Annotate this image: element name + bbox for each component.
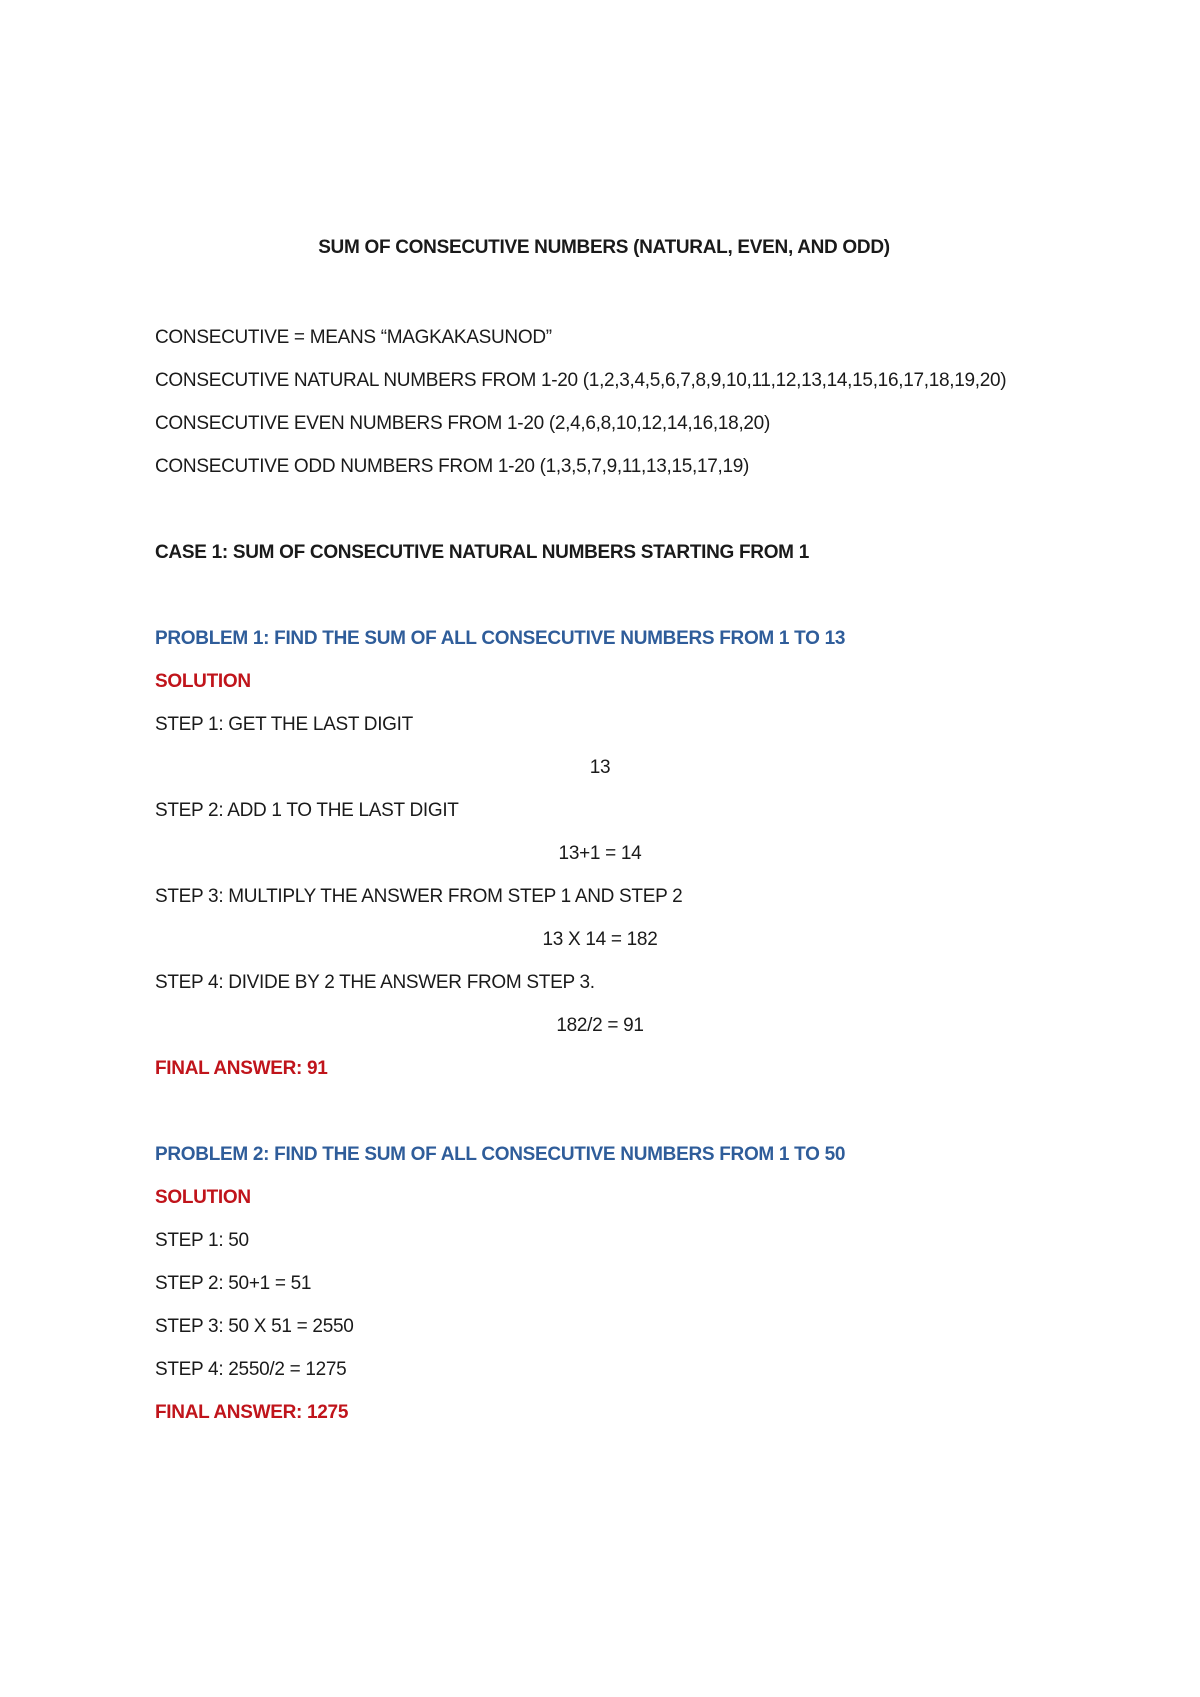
problem2-heading: PROBLEM 2: FIND THE SUM OF ALL CONSECUTIVE NUMBERS FROM 1 TO 50	[155, 1144, 846, 1165]
problem1-solution-label: SOLUTION	[155, 671, 251, 692]
problem1-heading: PROBLEM 1: FIND THE SUM OF ALL CONSECUTIVE NUMBERS FROM 1 TO 13	[155, 628, 846, 649]
problem1-step1-result: 13	[589, 757, 611, 778]
problem2-step1: STEP 1: 50	[155, 1230, 249, 1251]
case1-heading: CASE 1: SUM OF CONSECUTIVE NATURAL NUMBERS STARTING FROM 1	[155, 542, 809, 563]
problem1-step2-result: 13+1 = 14	[558, 843, 642, 864]
problem1-step3: STEP 3: MULTIPLY THE ANSWER FROM STEP 1 AND STEP 2	[155, 886, 683, 907]
problem2-step3: STEP 3: 50 X 51 = 2550	[155, 1316, 354, 1337]
problem2-solution-label: SOLUTION	[155, 1187, 251, 1208]
problem2-step4: STEP 4: 2550/2 = 1275	[155, 1359, 347, 1380]
definition-natural-numbers: CONSECUTIVE NATURAL NUMBERS FROM 1-20 (1,2,3,4,5,6,7,8,9,10,11,12,13,14,15,16,17,18,19,20)	[155, 370, 1007, 391]
problem2-step2: STEP 2: 50+1 = 51	[155, 1273, 312, 1294]
problem1-step2: STEP 2: ADD 1 TO THE LAST DIGIT	[155, 800, 459, 821]
problem1-step4-result: 182/2 = 91	[556, 1015, 644, 1036]
problem2-final-answer: FINAL ANSWER: 1275	[155, 1402, 349, 1423]
document-title: SUM OF CONSECUTIVE NUMBERS (NATURAL, EVEN, AND ODD)	[318, 237, 890, 258]
problem1-step3-result: 13 X 14 = 182	[542, 929, 658, 950]
problem1-final-answer: FINAL ANSWER: 91	[155, 1058, 328, 1079]
definition-odd-numbers: CONSECUTIVE ODD NUMBERS FROM 1-20 (1,3,5,7,9,11,13,15,17,19)	[155, 456, 750, 477]
problem1-step4: STEP 4: DIVIDE BY 2 THE ANSWER FROM STEP 3.	[155, 972, 595, 993]
problem1-step1: STEP 1: GET THE LAST DIGIT	[155, 714, 413, 735]
definition-even-numbers: CONSECUTIVE EVEN NUMBERS FROM 1-20 (2,4,6,8,10,12,14,16,18,20)	[155, 413, 770, 434]
definition-consecutive: CONSECUTIVE = MEANS “MAGKAKASUNOD”	[155, 327, 552, 348]
